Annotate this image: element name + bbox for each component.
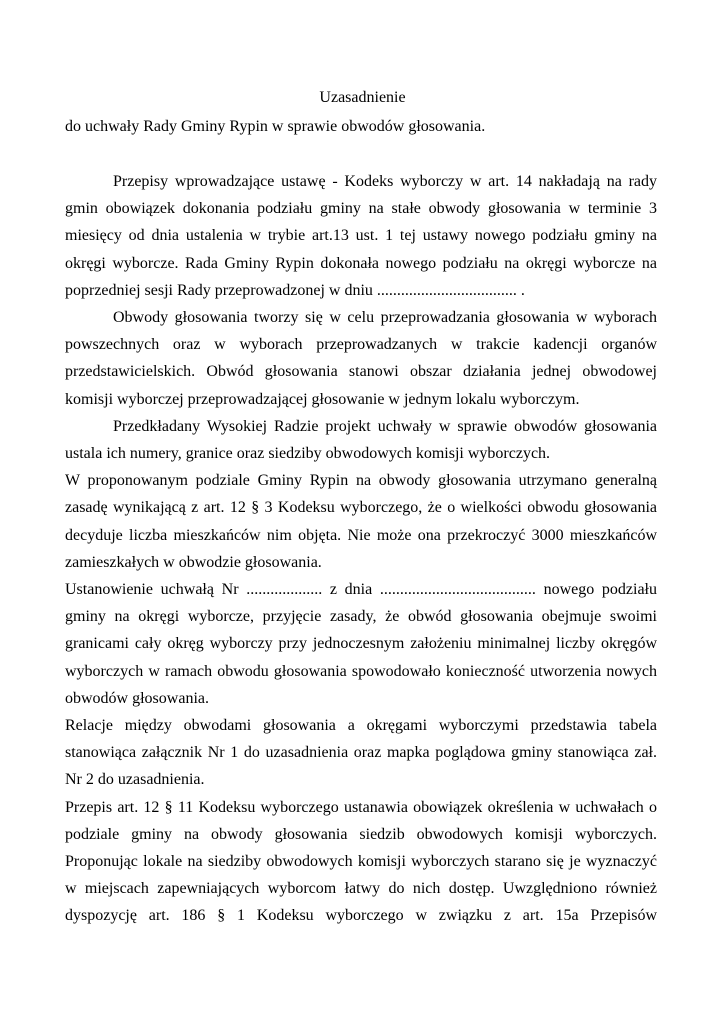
paragraph-6: Relacje między obwodami głosowania a okręgami wyborczymi przedstawia tabela stanowiąca załącznik Nr 1 do uzasadnienia oraz mapka poglądowa gminy stanowiąca zał. Nr 2 do uzasadnienia. [65,717,657,789]
paragraph-5: Ustanowienie uchwałą Nr ................... z dnia ....................................... nowego podziału gminy na okręgi wyborcze, przyjęcie zasady, że obwód głosowania obejmuje swoimi granicami cały okręg wyborczy przy jednoczesnym założeniu minimalnej liczby okręgów wyborczych w ramach obwodu głosowania spowodowało konieczność utworzenia nowych obwodów głosowania. [65,581,657,707]
paragraph-1: Przepisy wprowadzające ustawę - Kodeks wyborczy w art. 14 nakładają na rady gmin obowiązek dokonania podziału gminy na stałe obwody głosowania w terminie 3 miesięcy od dnia ustalenia w trybie art.13 ust. 1 tej ustawy nowego podziału gminy na okręgi wyborcze. Rada Gminy Rypin dokonała nowego podziału na okręgi wyborcze na poprzedniej sesji Rady przeprowadzonej w dniu ................................... . [65,173,657,299]
document-title: Uzasadnienie [319,89,406,106]
paragraph-2: Obwody głosowania tworzy się w celu przeprowadzania głosowania w wyborach powszechnych oraz w wyborach przeprowadzanych w trakcie kadencji organów przedstawicielskich. Obwód głosowania stanowi obszar działania jednej obwodowej komisji wyborczej przeprowadzającej głosowanie w jednym lokalu wyborczym. [65,309,657,408]
document-body [65,168,657,930]
paragraph-4: W proponowanym podziale Gminy Rypin na obwody głosowania utrzymano generalną zasadę wynikającą z art. 12 § 3 Kodeksu wyborczego, że o wielkości obwodu głosowania decyduje liczba mieszkańców nim objęta. Nie może ona przekroczyć 3000 mieszkańców zamieszkałych w obwodzie głosowania. [65,472,657,571]
document-subtitle: do uchwały Rady Gminy Rypin w sprawie obwodów głosowania. [65,118,486,135]
paragraph-7: Przepis art. 12 § 11 Kodeksu wyborczego ustanawia obowiązek określenia w uchwałach o podziale gminy na obwody głosowania siedzib obwodowych komisji wyborczych. Proponując lokale na siedziby obwodowych komisji wyborczych starano się je wyznaczyć w miejscach zapewniających wyborcom łatwy do nich dostęp. Uwzględniono również dyspozycję art. 186 § 1 Kodeksu wyborczego w związku z art. 15a Przepisów [65,798,657,925]
paragraph-3: Przedkładany Wysokiej Radzie projekt uchwały w sprawie obwodów głosowania ustala ich numery, granice oraz siedziby obwodowych komisji wyborczych. [65,417,657,463]
